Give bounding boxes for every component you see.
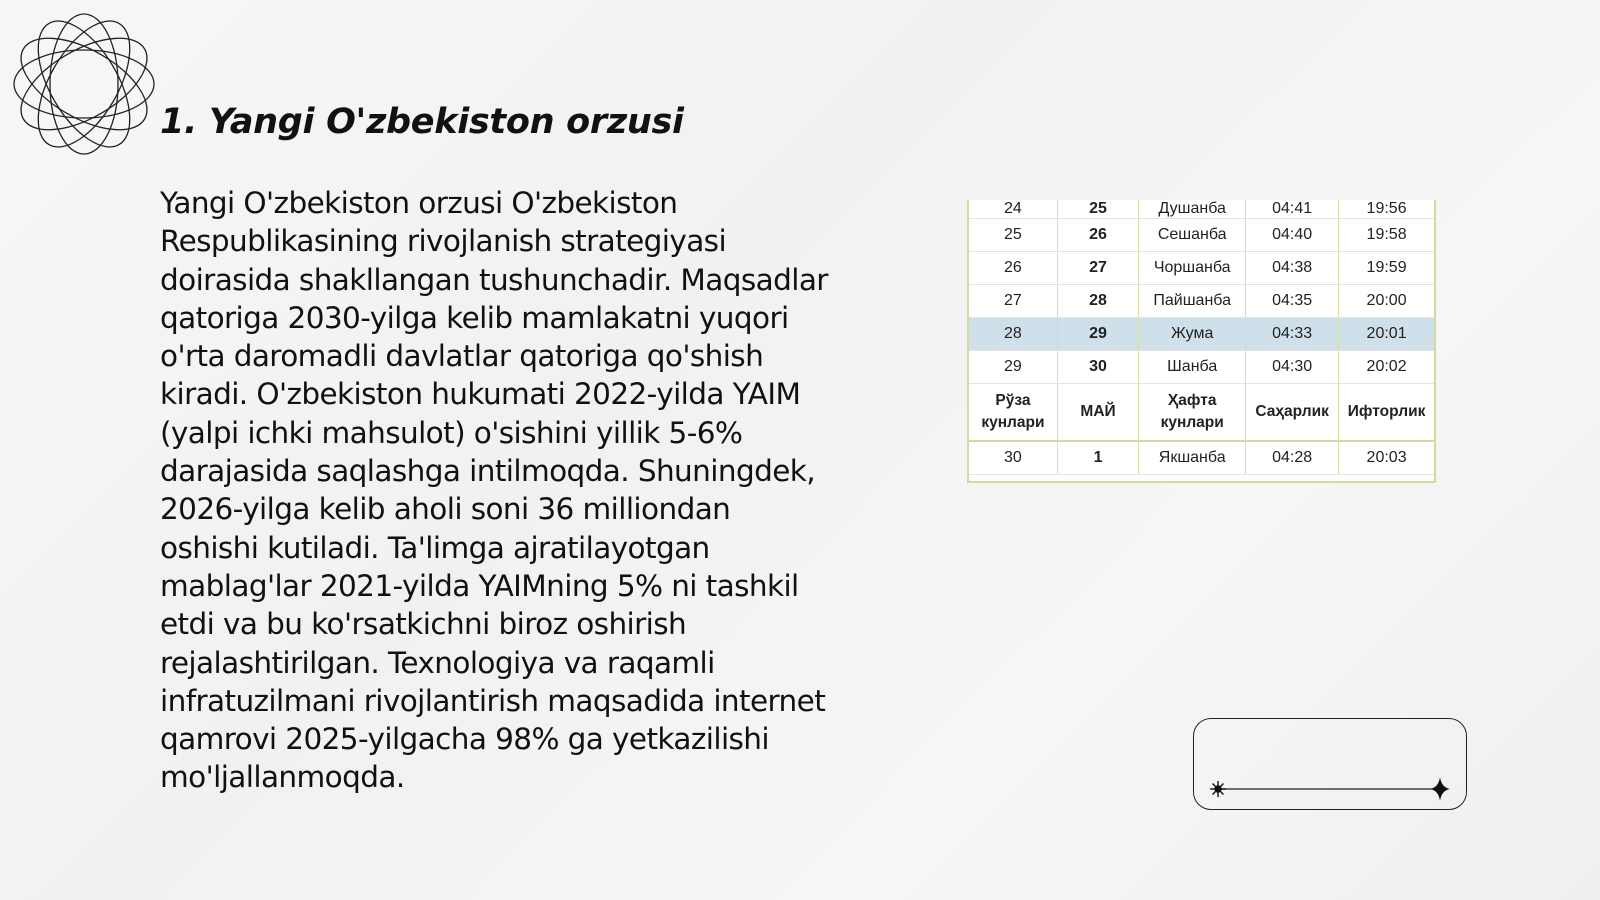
table-header-fast-day: Рўза кунлари [969, 384, 1057, 442]
table-cell-iftar: 20:03 [1339, 441, 1434, 475]
table-cell-weekday: Сешанба [1139, 219, 1246, 252]
table-cell-fast-day: 30 [969, 441, 1057, 475]
slide-body-text: Yangi O'zbekiston orzusi O'zbekiston Respublikasining rivojlanish strategiyasi doirasida shakllangan tushunchadir. Maqsadlar qatoriga 2030-yilga kelib mamlakatni yuqori o'rta daromadli davlatlar qatoriga qo'shish kiradi. O'zbekiston hukumati 2022-yilda YAIM (yalpi ichki mahsulot) o'sishini yillik 5-6% darajasida saqlashga intilmoqda. Shuningdek, 2026-yilga kelib aholi soni 36 milliondan oshishi kutiladi. Ta'limga ajratilayotgan mablag'lar 2021-yilda YAIMning 5% ni tashkil etdi va bu ko'rsatkichni biroz oshirish rejalashtirilgan. Texnologiya va raqamli infratuzilmani rivojlantirish maqsadida internet qamrovi 2025-yilgacha 98% ga yetkazilishi mo'ljallanmoqda. [160, 186, 828, 795]
table-cell-weekday: Шанба [1139, 351, 1246, 384]
table-cell-may: 1 [1057, 441, 1138, 475]
table-cell-iftar: 19:58 [1339, 219, 1434, 252]
table-cell-iftar: 20:00 [1339, 285, 1434, 318]
table-cell-suhoor: 04:30 [1246, 351, 1339, 384]
table-cell-may: 25 [1057, 200, 1138, 219]
four-point-star-icon [1430, 777, 1450, 801]
table-cell-may: 26 [1057, 219, 1138, 252]
table-cell-fast-day: 26 [969, 252, 1057, 285]
table-cell-may: 29 [1057, 318, 1138, 351]
table-cell-iftar: 20:01 [1339, 318, 1434, 351]
table-row [969, 252, 1434, 285]
table-row [969, 351, 1434, 384]
table-cell-may: 28 [1057, 285, 1138, 318]
slide-title: 1. Yangi O'zbekiston orzusi [160, 102, 684, 142]
table-row [969, 219, 1434, 252]
table-cell-suhoor: 04:38 [1246, 252, 1339, 285]
table-row-highlighted [969, 318, 1434, 351]
decorative-slider-box [1193, 718, 1467, 810]
table-cell-fast-day: 28 [969, 318, 1057, 351]
table-cell-iftar: 19:59 [1339, 252, 1434, 285]
table-cell-suhoor: 04:28 [1246, 441, 1339, 475]
table-cell-iftar: 19:56 [1339, 200, 1434, 219]
table-cell-fast-day: 27 [969, 285, 1057, 318]
table-header-may: МАЙ [1057, 384, 1138, 442]
table-cell-weekday: Пайшанба [1139, 285, 1246, 318]
table-header-weekday: Ҳафта кунлари [1139, 384, 1246, 442]
table-cell-weekday: Душанба [1139, 200, 1246, 219]
spirograph-logo-icon [10, 10, 158, 158]
table-cell-may: 30 [1057, 351, 1138, 384]
table-cell-weekday: Жума [1139, 318, 1246, 351]
slider-line [1194, 719, 1466, 809]
table-cell-may: 27 [1057, 252, 1138, 285]
table-header-iftar: Ифторлик [1339, 384, 1434, 442]
table-cell-fast-day: 25 [969, 219, 1057, 252]
table-row [969, 200, 1434, 219]
table-cell-suhoor: 04:35 [1246, 285, 1339, 318]
table-header-suhoor: Саҳарлик [1246, 384, 1339, 442]
table-row [969, 441, 1434, 475]
table-cell-fast-day: 29 [969, 351, 1057, 384]
table-cell-weekday: Якшанба [1139, 441, 1246, 475]
sparkle-icon [1210, 781, 1226, 797]
iftar-schedule-table [967, 200, 1436, 483]
table-header-row [969, 384, 1434, 442]
table-cell-suhoor: 04:41 [1246, 200, 1339, 219]
table-cell-fast-day: 24 [969, 200, 1057, 219]
table-cell-suhoor: 04:33 [1246, 318, 1339, 351]
table-cell-suhoor: 04:40 [1246, 219, 1339, 252]
table-row [969, 285, 1434, 318]
table-cell-iftar: 20:02 [1339, 351, 1434, 384]
table-cell-weekday: Чоршанба [1139, 252, 1246, 285]
